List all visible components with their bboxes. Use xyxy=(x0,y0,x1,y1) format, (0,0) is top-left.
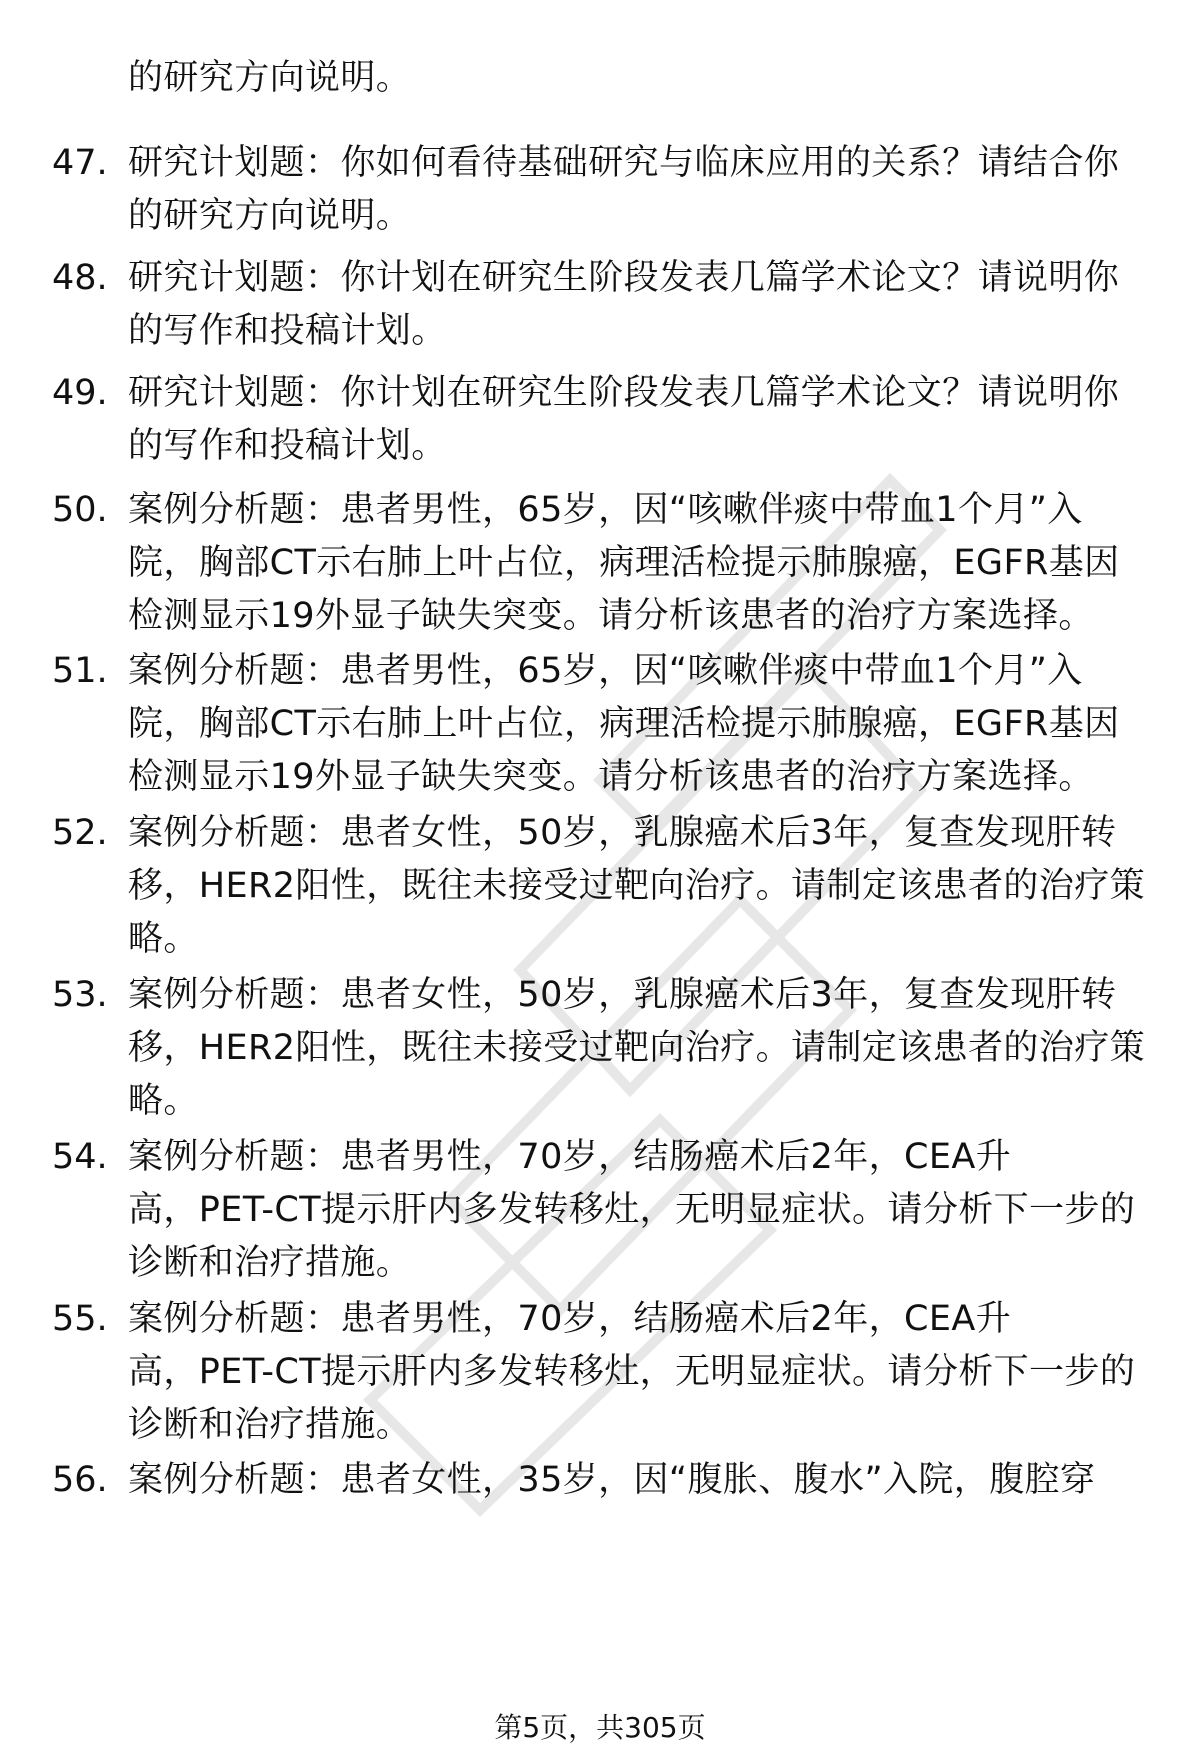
question-text-line: 研究计划题：你如何看待基础研究与临床应用的关系？请结合你 xyxy=(128,143,1120,183)
question-text-line: 高，PET-CT提示肝内多发转移灶，无明显症状。请分析下一步的 xyxy=(128,1190,1136,1230)
question-text-line: 检测显示19外显子缺失突变。请分析该患者的治疗方案选择。 xyxy=(128,757,1094,797)
question-number: 47. xyxy=(52,143,108,183)
question-text-line: 略。 xyxy=(128,919,199,959)
question-text-line: 案例分析题：患者男性，70岁，结肠癌术后2年，CEA升 xyxy=(128,1299,1012,1339)
page-footer: 第5页，共305页 xyxy=(494,1711,706,1744)
question-text-line: 诊断和治疗措施。 xyxy=(128,1243,412,1283)
question-number: 49. xyxy=(52,373,108,413)
question-number: 56. xyxy=(52,1460,108,1500)
question-text-line: 院，胸部CT示右肺上叶占位，病理活检提示肺腺癌，EGFR基因 xyxy=(128,704,1120,744)
question-number: 54. xyxy=(52,1137,108,1177)
question-number: 52. xyxy=(52,813,108,853)
question-text-line: 研究计划题：你计划在研究生阶段发表几篇学术论文？请说明你 xyxy=(128,373,1120,413)
question-number: 50. xyxy=(52,490,108,530)
question-text-line: 诊断和治疗措施。 xyxy=(128,1405,412,1445)
question-number: 55. xyxy=(52,1299,108,1339)
question-number: 53. xyxy=(52,975,108,1015)
question-text-line: 略。 xyxy=(128,1081,199,1121)
question-text-line: 院，胸部CT示右肺上叶占位，病理活检提示肺腺癌，EGFR基因 xyxy=(128,543,1120,583)
continuation-line: 的研究方向说明。 xyxy=(128,58,412,98)
question-text-line: 研究计划题：你计划在研究生阶段发表几篇学术论文？请说明你 xyxy=(128,258,1120,298)
question-text-line: 案例分析题：患者女性，50岁，乳腺癌术后3年，复查发现肝转 xyxy=(128,813,1117,853)
question-text-line: 检测显示19外显子缺失突变。请分析该患者的治疗方案选择。 xyxy=(128,596,1094,636)
question-text-line: 案例分析题：患者女性，35岁，因“腹胀、腹水”入院，腹腔穿 xyxy=(128,1460,1096,1500)
question-text-line: 案例分析题：患者女性，50岁，乳腺癌术后3年，复查发现肝转 xyxy=(128,975,1117,1015)
question-number: 51. xyxy=(52,651,108,691)
question-text-line: 高，PET-CT提示肝内多发转移灶，无明显症状。请分析下一步的 xyxy=(128,1352,1136,1392)
question-text-line: 的写作和投稿计划。 xyxy=(128,426,447,466)
question-text-line: 的写作和投稿计划。 xyxy=(128,311,447,351)
question-text-line: 案例分析题：患者男性，70岁，结肠癌术后2年，CEA升 xyxy=(128,1137,1012,1177)
question-text-line: 案例分析题：患者男性，65岁，因“咳嗽伴痰中带血1个月”入 xyxy=(128,651,1083,691)
question-text-line: 案例分析题：患者男性，65岁，因“咳嗽伴痰中带血1个月”入 xyxy=(128,490,1083,530)
question-text-line: 移，HER2阳性，既往未接受过靶向治疗。请制定该患者的治疗策 xyxy=(128,866,1146,906)
question-text-line: 的研究方向说明。 xyxy=(128,196,412,236)
question-number: 48. xyxy=(52,258,108,298)
question-text-line: 移，HER2阳性，既往未接受过靶向治疗。请制定该患者的治疗策 xyxy=(128,1028,1146,1068)
